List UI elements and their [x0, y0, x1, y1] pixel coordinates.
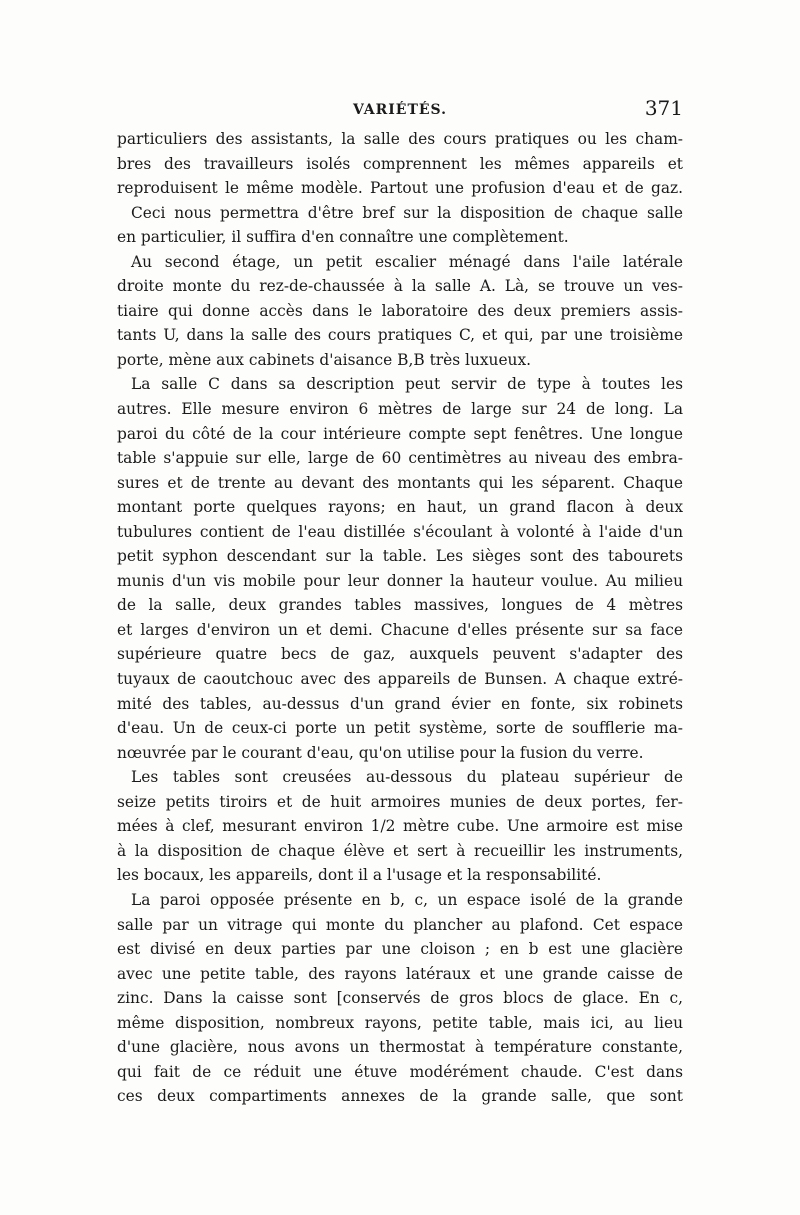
paragraph-end-line: porte, mène aux cabinets d'aisance B,B très luxueux.: [117, 350, 532, 369]
text-line: paroi du côté de la cour intérieure compte sept fenêtres. Une longue: [117, 424, 683, 443]
text-line: d'eau. Un de ceux-ci porte un petit système, sorte de soufflerie ma-: [117, 719, 683, 738]
page-number: 371: [644, 96, 683, 120]
text-line: mées à clef, mesurant environ 1/2 mètre cube. Une armoire est mise: [117, 817, 683, 836]
body-text: [117, 127, 683, 1109]
paragraph-start-line: Au second étage, un petit escalier ménagé dans l'aile latérale: [131, 252, 683, 271]
paragraph-start-line: Ceci nous permettra d'être bref sur la disposition de chaque salle: [131, 203, 683, 222]
text-line: montant porte quelques rayons; en haut, un grand flacon à deux: [117, 498, 683, 517]
text-line: tiaire qui donne accès dans le laboratoire des deux premiers assis-: [117, 301, 683, 320]
paragraph-end-line: nœuvrée par le courant d'eau, qu'on utilise pour la fusion du verre.: [117, 743, 644, 762]
paragraph-start-line: La paroi opposée présente en b, c, un espace isolé de la grande: [131, 890, 683, 909]
text-line: reproduisent le même modèle. Partout une profusion d'eau et de gaz.: [117, 179, 683, 198]
text-line: est divisé en deux parties par une cloison ; en b est une glacière: [117, 940, 683, 959]
text-line: sures et de trente au devant des montants qui les séparent. Chaque: [117, 473, 683, 492]
running-title: VARIÉTÉS.: [352, 102, 448, 118]
running-header: [117, 96, 683, 126]
text-line: tubulures contient de l'eau distillée s'écoulant à volonté à l'aide d'un: [117, 522, 683, 541]
text-line: munis d'un vis mobile pour leur donner la hauteur voulue. Au milieu: [117, 571, 683, 590]
paragraph-end-line: les bocaux, les appareils, dont il a l'usage et la responsabilité.: [117, 866, 602, 885]
text-line: particuliers des assistants, la salle des cours pratiques ou les cham-: [117, 130, 683, 148]
text-line: et larges d'environ un et demi. Chacune d'elles présente sur sa face: [117, 620, 683, 639]
paragraph-end-line: en particulier, il suffira d'en connaître une complètement.: [117, 228, 569, 247]
text-line: à la disposition de chaque élève et sert à recueillir les instruments,: [117, 841, 683, 860]
text-line: mité des tables, au-dessus d'un grand évier en fonte, six robinets: [117, 694, 683, 713]
text-line: de la salle, deux grandes tables massives, longues de 4 mètres: [117, 596, 683, 615]
text-line: avec une petite table, des rayons latéraux et une grande caisse de: [117, 964, 683, 983]
text-line: seize petits tiroirs et de huit armoires munies de deux portes, fer-: [117, 792, 683, 811]
text-line: salle par un vitrage qui monte du plancher au plafond. Cet espace: [117, 915, 683, 934]
text-line: tuyaux de caoutchouc avec des appareils de Bunsen. A chaque extré-: [117, 670, 683, 689]
text-line: même disposition, nombreux rayons, petite table, mais ici, au lieu: [117, 1013, 683, 1032]
paragraph-start-line: Les tables sont creusées au-dessous du plateau supérieur de: [131, 768, 683, 787]
text-line: qui fait de ce réduit une étuve modérément chaude. C'est dans: [117, 1062, 683, 1081]
text-line: tants U, dans la salle des cours pratiques C, et qui, par une troisième: [117, 326, 683, 345]
text-line: table s'appuie sur elle, large de 60 centimètres au niveau des embra-: [117, 449, 683, 468]
text-line: droite monte du rez-de-chaussée à la salle A. Là, se trouve un ves-: [117, 277, 683, 296]
text-line: zinc. Dans la caisse sont [conservés de gros blocs de glace. En c,: [117, 989, 683, 1008]
paragraph-start-line: La salle C dans sa description peut servir de type à toutes les: [131, 375, 683, 394]
text-line: ces deux compartiments annexes de la grande salle, que sont: [117, 1087, 683, 1106]
text-line: supérieure quatre becs de gaz, auxquels peuvent s'adapter des: [117, 645, 683, 664]
text-line: petit syphon descendant sur la table. Les sièges sont des tabourets: [117, 547, 683, 566]
text-line: autres. Elle mesure environ 6 mètres de large sur 24 de long. La: [117, 400, 683, 419]
text-line: d'une glacière, nous avons un thermostat à température constante,: [117, 1038, 683, 1057]
text-line: bres des travailleurs isolés comprennent les mêmes appareils et: [117, 154, 683, 173]
